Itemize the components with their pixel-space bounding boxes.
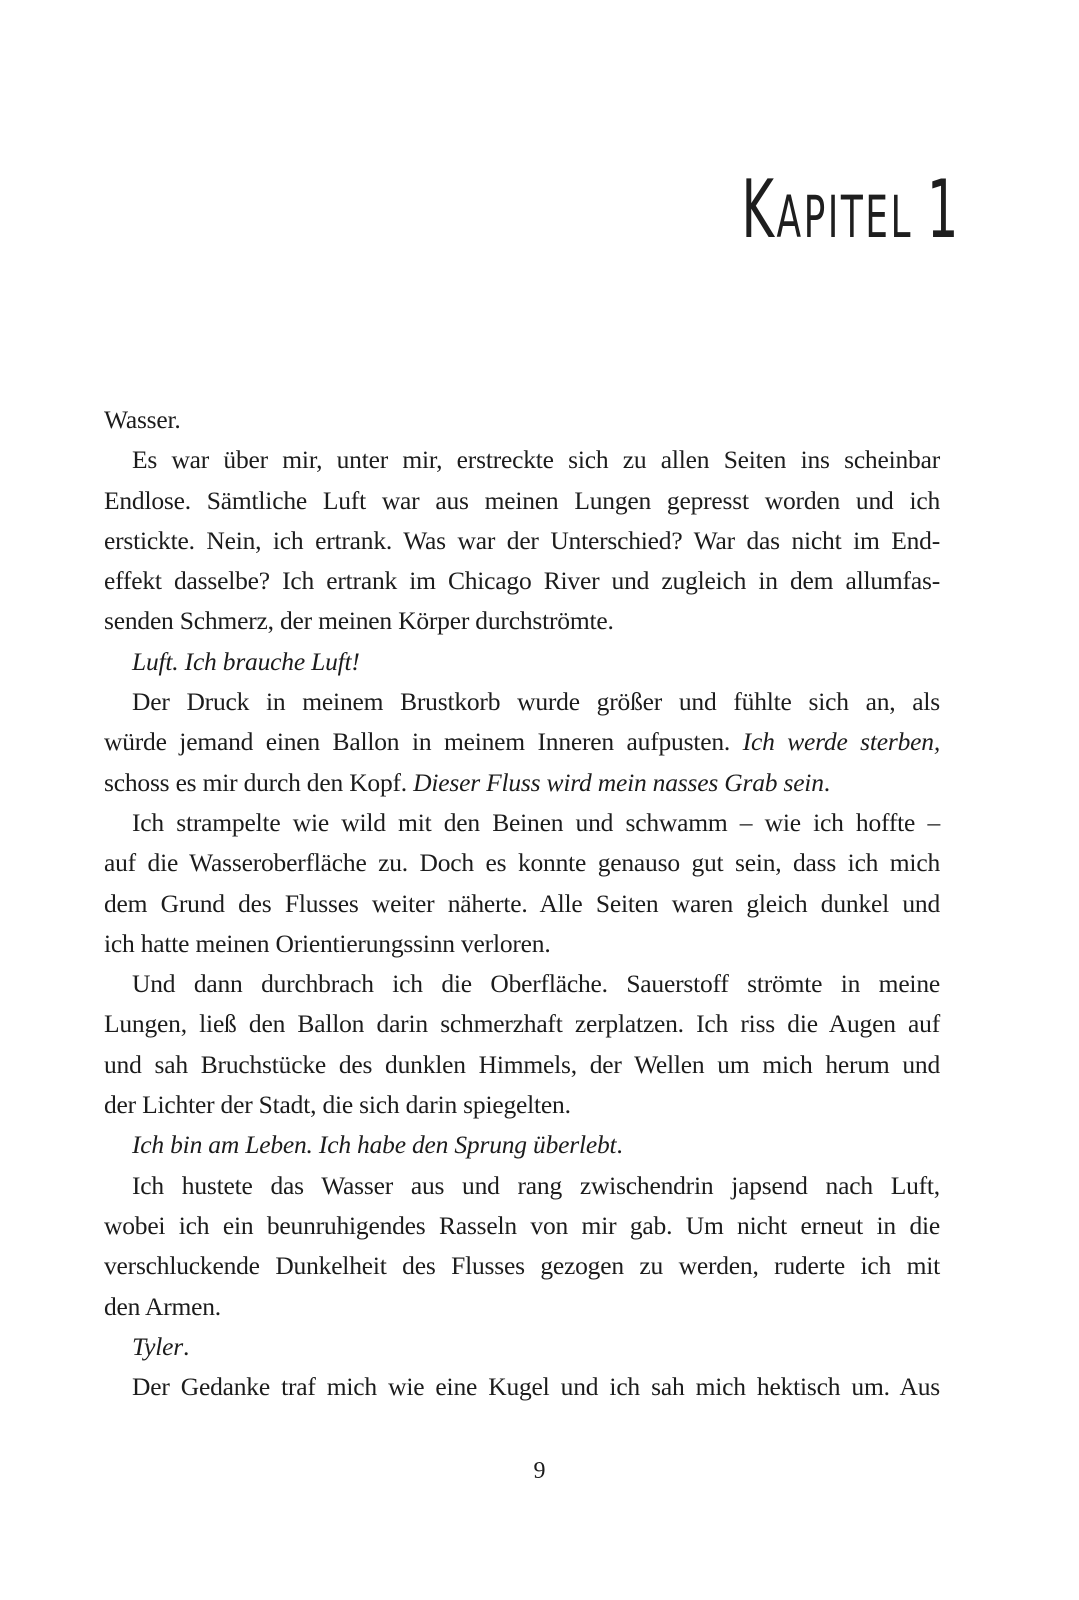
text-line: [104, 1206, 940, 1246]
text-line-roman: Es war über mir, unter mir, erstreckte sich zu allen Seiten ins scheinbar: [132, 445, 940, 475]
text-line-roman: effekt dasselbe? Ich ertrank im Chicago River und zugleich in dem allumfas-: [104, 566, 940, 596]
text-line: [104, 803, 940, 843]
text-line: [104, 1367, 940, 1407]
text-line: [104, 400, 940, 440]
text-line-roman: Ich strampelte wie wild mit den Beinen und schwamm – wie ich hoffte –: [132, 807, 940, 837]
text-line: [104, 722, 940, 762]
text-line-roman: der Lichter der Stadt, die sich darin spiegelten.: [104, 1090, 571, 1120]
text-line: [104, 601, 940, 641]
text-line: [104, 1327, 940, 1367]
text-line-italic: Dieser Fluss wird mein nasses Grab sein: [413, 767, 824, 797]
text-line-roman: Lungen, ließ den Ballon darin schmerzhaft zerplatzen. Ich riss die Augen auf: [104, 1009, 940, 1039]
text-line: [104, 1125, 940, 1165]
text-line-italic: Ich werde sterben,: [742, 727, 941, 757]
text-line: [104, 1045, 940, 1085]
text-line-roman: würde jemand einen Ballon in meinem Inneren aufpusten.: [104, 727, 743, 757]
text-line-roman: verschluckende Dunkelheit des Flusses gezogen zu werden, ruderte ich mit: [104, 1251, 940, 1281]
text-line-punctuation: .: [823, 767, 830, 797]
text-line: [104, 843, 940, 883]
text-line-roman: Endlose. Sämtliche Luft war aus meinen Lungen gepresst worden und ich: [104, 485, 940, 515]
text-line-roman: senden Schmerz, der meinen Körper durchströmte.: [104, 606, 614, 636]
text-line-roman: ich hatte meinen Orientierungssinn verloren.: [104, 928, 551, 958]
text-line: [104, 642, 940, 682]
text-line: [104, 521, 940, 561]
text-line: [104, 763, 940, 803]
text-line-italic: Luft. Ich brauche Luft!: [132, 646, 360, 676]
page-number: 9: [533, 1458, 546, 1484]
text-line: [104, 924, 940, 964]
text-line-roman: dem Grund des Flusses weiter näherte. Alle Seiten waren gleich dunkel und: [104, 888, 940, 918]
text-line: [104, 1085, 940, 1125]
text-line: [104, 682, 940, 722]
text-line: [104, 1287, 940, 1327]
text-line: [104, 964, 940, 1004]
text-line-roman: Wasser.: [104, 405, 181, 434]
text-line-italic: Tyler: [132, 1331, 183, 1361]
text-line-roman: Der Druck in meinem Brustkorb wurde größer und fühlte sich an, als: [132, 687, 940, 717]
text-line: [104, 884, 940, 924]
text-line: [104, 1246, 940, 1286]
text-line-roman: Ich hustete das Wasser aus und rang zwischendrin japsend nach Luft,: [132, 1170, 940, 1200]
text-line: [104, 1166, 940, 1206]
text-line-roman: wobei ich ein beunruhigendes Rasseln von mir gab. Um nicht erneut in die: [104, 1210, 940, 1240]
chapter-title-word: APITEL: [776, 182, 914, 251]
text-line-punctuation: .: [182, 1331, 190, 1361]
text-line-roman: schoss es mir durch den Kopf.: [104, 767, 414, 797]
text-line-roman: und sah Bruchstücke des dunklen Himmels, der Wellen um mich herum und: [104, 1049, 940, 1079]
text-line-roman: Und dann durchbrach ich die Oberfläche. Sauerstoff strömte in meine: [132, 969, 940, 999]
text-line: [104, 440, 940, 480]
text-line-roman: Der Gedanke traf mich wie eine Kugel und ich sah mich hektisch um. Aus: [132, 1372, 940, 1402]
chapter-title: [741, 162, 961, 256]
text-line-roman: auf die Wasseroberfläche zu. Doch es konnte genauso gut sein, dass ich mich: [104, 848, 940, 878]
chapter-title-initial: K: [741, 162, 777, 256]
chapter-body-text: [104, 400, 940, 1407]
text-line-punctuation: .: [616, 1130, 623, 1160]
text-line: [104, 1004, 940, 1044]
text-line: [104, 561, 940, 601]
text-line: [104, 481, 940, 521]
text-line-italic: Ich bin am Leben. Ich habe den Sprung überlebt: [132, 1130, 617, 1160]
text-line-roman: den Armen.: [104, 1291, 221, 1321]
chapter-number: 1: [926, 162, 961, 256]
text-line-roman: erstickte. Nein, ich ertrank. Was war der Unterschied? War das nicht im End-: [104, 525, 940, 555]
